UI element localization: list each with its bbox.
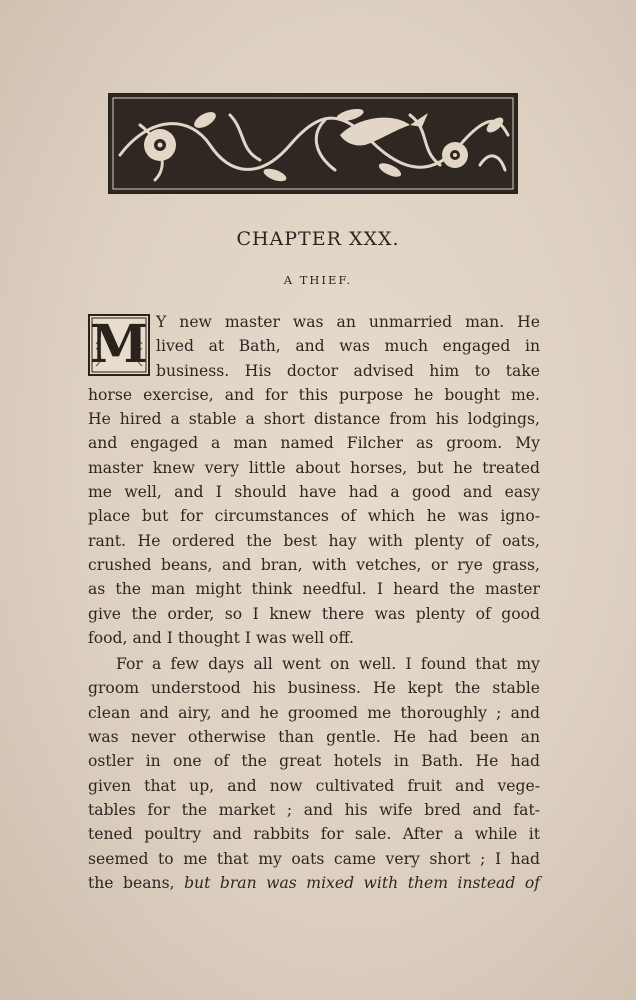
italic-text: but bran was mixed with them instead of [184, 873, 540, 892]
text-line: business. His doctor advised him to take [156, 361, 540, 380]
text-line: horse exercise, and for this purpose he bought me. [88, 385, 540, 404]
text-line: For a few days all went on well. I found that my [116, 655, 540, 674]
text-line: Y new master was an unmarried man. He [156, 313, 540, 331]
text-line: master knew very little about horses, but he treated [88, 458, 540, 477]
text-line: crushed beans, and bran, with vetches, or rye grass, [88, 555, 540, 574]
text-line: groom understood his business. He kept the stable [88, 679, 540, 698]
text-line: clean and airy, and he groomed me thoroughly ; and [88, 703, 540, 722]
decorative-headpiece [108, 93, 518, 194]
text-line: lived at Bath, and was much engaged in [156, 337, 540, 356]
floral-ornament-icon [110, 95, 516, 192]
chapter-heading: CHAPTER XXX. [236, 228, 400, 250]
chapter-subtitle: A THIEF. [283, 273, 353, 287]
text-line-final [88, 871, 540, 895]
text-line: was never otherwise than gentle. He had been an [88, 728, 540, 747]
text-line: as the man might think needful. I heard the master [88, 580, 540, 599]
text-line: He hired a stable a short distance from his lodgings, [88, 410, 540, 429]
chapter-body [88, 310, 540, 895]
text-line: rant. He ordered the best hay with plenty of oats, [88, 531, 540, 550]
text-line: tened poultry and rabbits for sale. After a while it [88, 825, 540, 844]
text-line: seemed to me that my oats came very short ; I had [88, 849, 540, 868]
text-line: given that up, and now cultivated fruit and vege- [88, 776, 540, 795]
text-line: tables for the market ; and his wife bred and fat- [88, 800, 540, 819]
text-line: food, and I thought I was well off. [88, 628, 354, 647]
text-line: and engaged a man named Filcher as groom. My [88, 434, 540, 453]
drop-cap-letter: M [90, 314, 148, 375]
paragraph-1 [88, 310, 540, 650]
text-line: me well, and I should have had a good and easy [88, 483, 540, 502]
roman-text: the beans, [88, 873, 185, 892]
paragraph-2 [88, 652, 540, 895]
text-line: give the order, so I knew there was plenty of good [88, 604, 540, 623]
text-line: place but for circumstances of which he was igno- [88, 507, 540, 526]
text-line: ostler in one of the great hotels in Bath. He had [88, 752, 540, 771]
